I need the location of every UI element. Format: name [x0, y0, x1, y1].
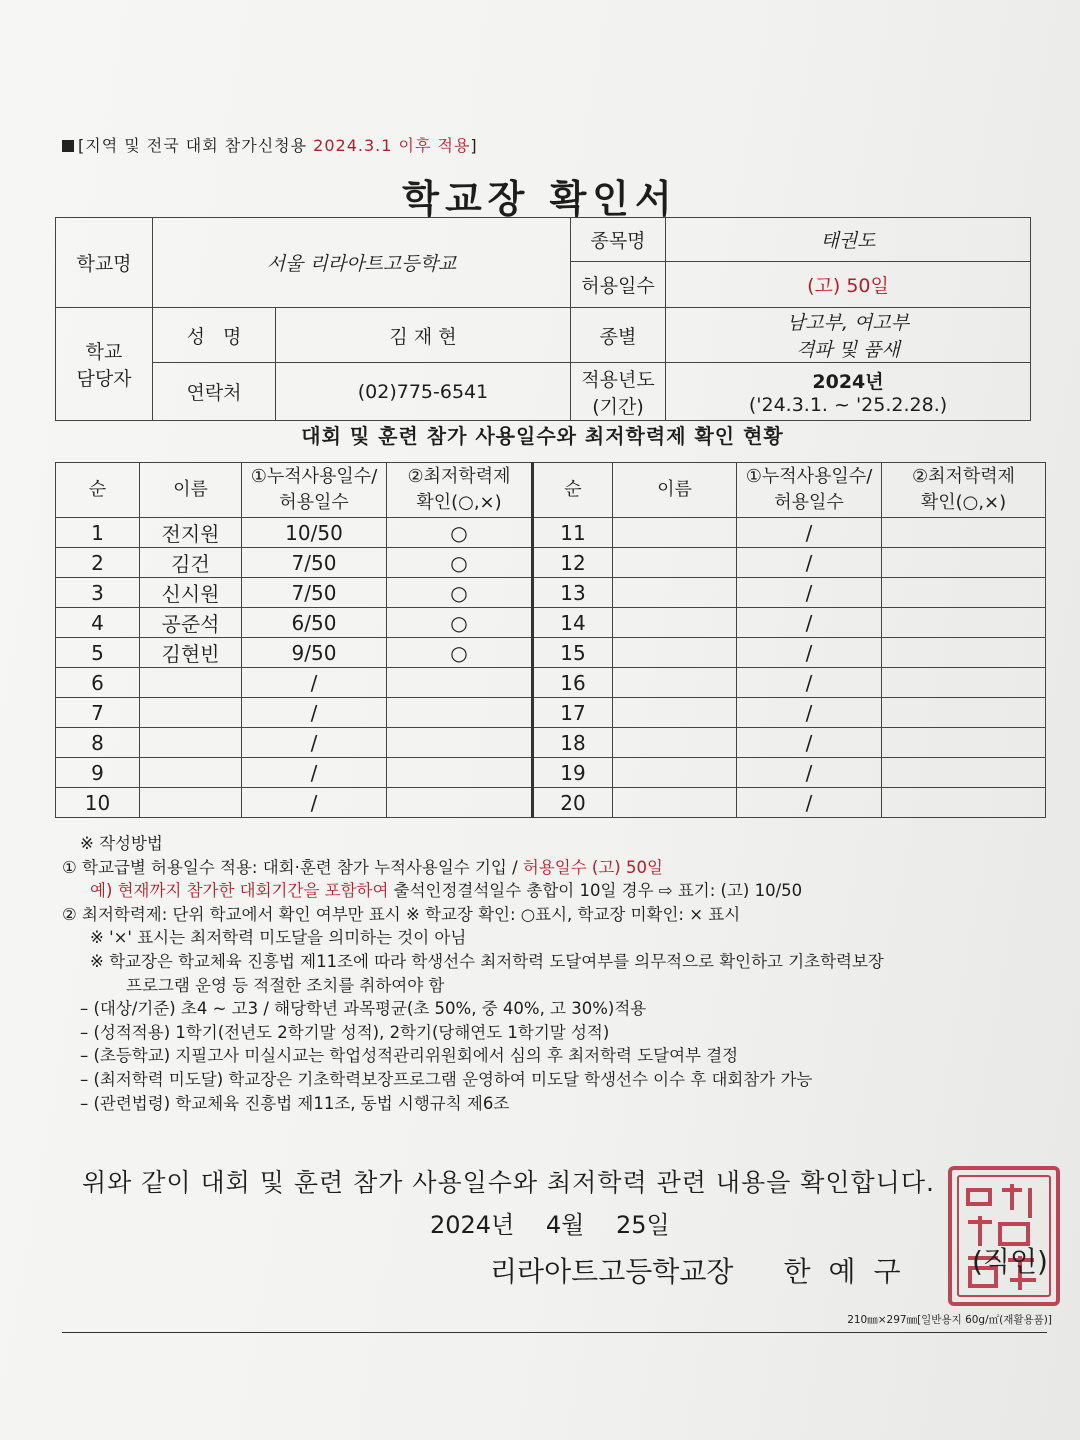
student-name: 전지원: [140, 518, 242, 548]
cumulative-days: /: [242, 788, 387, 818]
cumulative-days: /: [737, 608, 882, 638]
cumulative-days: 7/50: [242, 578, 387, 608]
min-level-check: [882, 788, 1046, 818]
note-2: ② 최저학력제: 단위 학교에서 확인 여부만 표시 ※ 학교장 확인: ○표시, 학교장 미확인: × 표시: [62, 904, 741, 924]
allowed-days-value: (고) 50일: [666, 262, 1031, 308]
header-min-level: ②최저학력제 확인(○,×): [882, 463, 1046, 518]
page-title: 학교장 확인서: [402, 177, 678, 221]
note-1-example: 예) 현재까지 참가한 대회기간을 포함하여 출석인정결석일수 총합이 10일 경우 ⇨ 표기: (고) 10/50: [90, 881, 803, 901]
row-number: 14: [533, 608, 613, 638]
header-days: ①누적사용일수/ 허용일수: [242, 463, 387, 518]
student-name: [613, 728, 737, 758]
dash-item: – (관련법령) 학교체육 진흥법 제11조, 동법 시행규칙 제6조: [80, 1093, 510, 1113]
row-number: 5: [56, 638, 140, 668]
table-row: [56, 698, 1046, 728]
row-number: 13: [533, 578, 613, 608]
allowed-days-label: 허용일수: [571, 262, 666, 308]
min-level-check: [882, 548, 1046, 578]
row-number: 10: [56, 788, 140, 818]
header-name: 이름: [140, 463, 242, 518]
min-level-check: [882, 758, 1046, 788]
student-name: [613, 578, 737, 608]
cumulative-days: /: [737, 548, 882, 578]
header-days: ①누적사용일수/ 허용일수: [737, 463, 882, 518]
cumulative-days: /: [737, 728, 882, 758]
student-name: [140, 728, 242, 758]
table-row: [56, 518, 1046, 548]
row-number: 15: [533, 638, 613, 668]
student-name: [613, 788, 737, 818]
row-number: 4: [56, 608, 140, 638]
row-number: 11: [533, 518, 613, 548]
table-row: [56, 788, 1046, 818]
student-name: 김현빈: [140, 638, 242, 668]
signer-title: 리라아트고등학교장: [490, 1255, 734, 1288]
min-level-check: [882, 728, 1046, 758]
form-usage-note: [지역 및 전국 대회 참가신청용 2024.3.1 이후 적용]: [62, 133, 478, 156]
min-level-check: [387, 698, 533, 728]
student-name: [613, 698, 737, 728]
cumulative-days: /: [242, 668, 387, 698]
category-label: 종별: [571, 308, 666, 363]
dash-item: – (초등학교) 지필고사 미실시교는 학업성적관리위원회에서 심의 후 최저학력 도달여부 결정: [80, 1046, 739, 1066]
cumulative-days: 7/50: [242, 548, 387, 578]
note-1: ① 학교급별 허용일수 적용: 대회·훈련 참가 누적사용일수 기입 / 허용일수 (고) 50일: [62, 857, 663, 877]
signer-name: 한예구: [783, 1255, 919, 1288]
min-level-check: [387, 728, 533, 758]
student-name: 신시원: [140, 578, 242, 608]
issue-date: 2024년 4월 25일: [430, 1211, 670, 1239]
sport-label: 종목명: [571, 218, 666, 262]
participation-table: [55, 462, 1046, 818]
min-level-check: ○: [387, 518, 533, 548]
notes-heading: ※ 작성방법: [80, 834, 163, 853]
dash-item: – (대상/기준) 초4 ~ 고3 / 해당학년 과목평균(초 50%, 중 40%, 고 30%)적용: [80, 999, 647, 1019]
min-level-check: [882, 638, 1046, 668]
school-info-table: [55, 217, 1031, 421]
bottom-rule: [62, 1332, 1047, 1333]
student-name: 김건: [140, 548, 242, 578]
row-number: 3: [56, 578, 140, 608]
manager-name: 김 재 현: [276, 308, 571, 363]
row-number: 8: [56, 728, 140, 758]
min-level-check: [882, 608, 1046, 638]
cumulative-days: /: [737, 788, 882, 818]
cumulative-days: /: [737, 758, 882, 788]
instructions: [62, 832, 1062, 1115]
row-number: 2: [56, 548, 140, 578]
min-level-check: ○: [387, 638, 533, 668]
student-name: [613, 668, 737, 698]
school-name: 서울 리라아트고등학교: [153, 218, 571, 308]
cumulative-days: 9/50: [242, 638, 387, 668]
manager-label: 학교 담당자: [56, 308, 153, 421]
student-name: [140, 758, 242, 788]
row-number: 20: [533, 788, 613, 818]
dash-item: – (성적적용) 1학기(전년도 2학기말 성적), 2학기(당해연도 1학기말 성적): [80, 1022, 610, 1042]
row-number: 18: [533, 728, 613, 758]
min-level-check: ○: [387, 608, 533, 638]
row-number: 19: [533, 758, 613, 788]
row-number: 1: [56, 518, 140, 548]
paper-spec: 210㎜×297㎜[일반용지 60g/㎡(재활용품)]: [847, 1314, 1052, 1326]
section-title: 대회 및 훈련 참가 사용일수와 최저학력제 확인 현황: [301, 424, 784, 448]
cumulative-days: /: [737, 668, 882, 698]
student-name: [613, 548, 737, 578]
year-value: 2024년 ('24.3.1. ~ '25.2.28.): [666, 363, 1031, 421]
note-2c: 프로그램 운영 등 적절한 조치를 취하여야 함: [126, 975, 445, 995]
row-number: 17: [533, 698, 613, 728]
table-row: [56, 728, 1046, 758]
row-number: 12: [533, 548, 613, 578]
student-name: [613, 608, 737, 638]
row-number: 16: [533, 668, 613, 698]
name-label: 성 명: [153, 308, 276, 363]
row-number: 7: [56, 698, 140, 728]
header-no: 순: [533, 463, 613, 518]
cumulative-days: /: [242, 758, 387, 788]
row-number: 6: [56, 668, 140, 698]
contact-value: (02)775-6541: [276, 363, 571, 421]
table-row: [56, 638, 1046, 668]
student-name: [613, 638, 737, 668]
min-level-check: [882, 578, 1046, 608]
min-level-check: [387, 788, 533, 818]
table-row: [56, 668, 1046, 698]
min-level-check: ○: [387, 578, 533, 608]
dash-item: – (최저학력 미도달) 학교장은 기초학력보장프로그램 운영하여 미도달 학생선수 이수 후 대회참가 가능: [80, 1069, 813, 1089]
table-row: [56, 608, 1046, 638]
cumulative-days: /: [242, 728, 387, 758]
min-level-check: [387, 758, 533, 788]
table-row: [56, 578, 1046, 608]
student-name: [140, 698, 242, 728]
signer: [490, 1250, 919, 1290]
category-value: 남고부, 여고부 격파 및 품새: [666, 308, 1031, 363]
official-seal-icon: [940, 1160, 1065, 1310]
cumulative-days: 6/50: [242, 608, 387, 638]
min-level-check: [882, 668, 1046, 698]
min-level-check: [882, 518, 1046, 548]
header-min-level: ②최저학력제 확인(○,×): [387, 463, 533, 518]
cumulative-days: /: [737, 698, 882, 728]
effective-date: 2024.3.1 이후 적용: [313, 136, 471, 155]
square-bullet-icon: [62, 140, 74, 152]
student-name: [613, 518, 737, 548]
student-name: [140, 788, 242, 818]
cumulative-days: /: [737, 638, 882, 668]
cumulative-days: /: [737, 578, 882, 608]
table-row: [56, 758, 1046, 788]
min-level-check: ○: [387, 548, 533, 578]
seal-placeholder: (직인): [972, 1245, 1048, 1278]
header-no: 순: [56, 463, 140, 518]
table-row: [56, 548, 1046, 578]
table-header-row: [56, 463, 1046, 518]
cumulative-days: /: [737, 518, 882, 548]
year-label: 적용년도 (기간): [571, 363, 666, 421]
header-name: 이름: [613, 463, 737, 518]
min-level-check: [387, 668, 533, 698]
student-name: [613, 758, 737, 788]
note-2a: ※ '×' 표시는 최저학력 미도달을 의미하는 것이 아님: [90, 928, 467, 948]
school-label: 학교명: [56, 218, 153, 308]
student-name: 공준석: [140, 608, 242, 638]
table-body: [56, 518, 1046, 818]
cumulative-days: /: [242, 698, 387, 728]
min-level-check: [882, 698, 1046, 728]
student-name: [140, 668, 242, 698]
sport-value: 태권도: [666, 218, 1031, 262]
contact-label: 연락처: [153, 363, 276, 421]
cumulative-days: 10/50: [242, 518, 387, 548]
row-number: 9: [56, 758, 140, 788]
confirmation-statement: 위와 같이 대회 및 훈련 참가 사용일수와 최저학력 관련 내용을 확인합니다.: [82, 1168, 935, 1197]
note-2b: ※ 학교장은 학교체육 진흥법 제11조에 따라 학생선수 최저학력 도달여부를 의무적으로 확인하고 기초학력보장: [90, 951, 884, 971]
